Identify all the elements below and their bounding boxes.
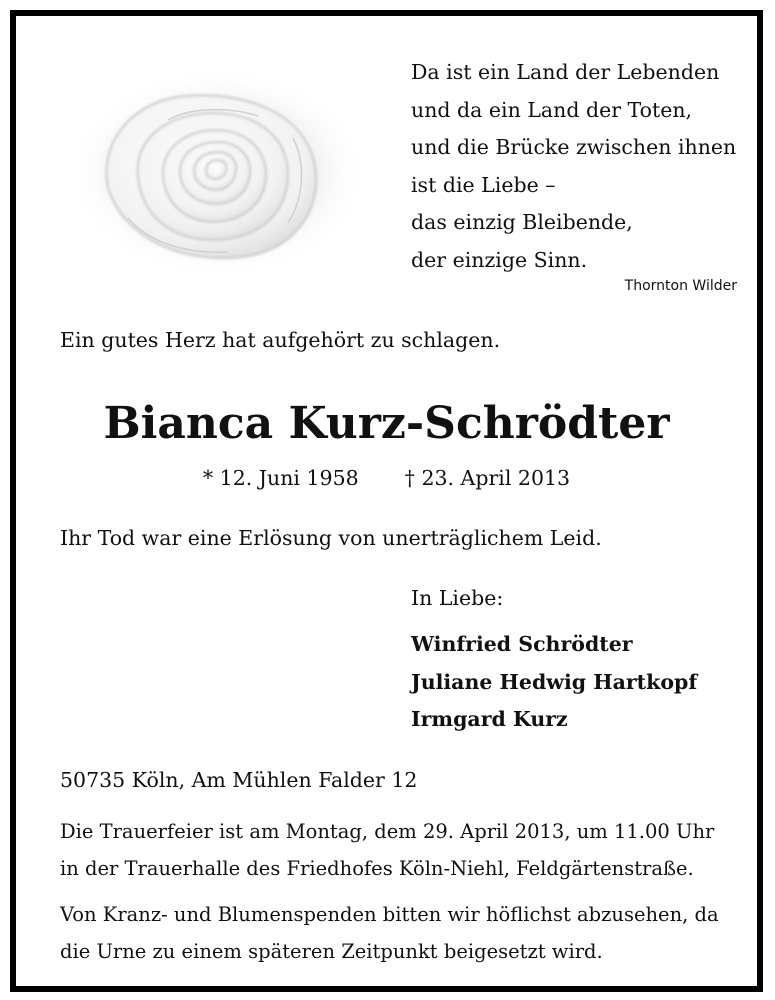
donation-line: die Urne zu einem späteren Zeitpunkt beigesetzt wird.	[60, 940, 603, 963]
address: 50735 Köln, Am Mühlen Falder 12	[60, 768, 418, 792]
poem-line: Da ist ein Land der Lebenden	[411, 60, 720, 84]
mourner-name: Winfried Schrödter	[411, 632, 633, 656]
death-date: † 23. April 2013	[404, 466, 571, 490]
poem-line: und da ein Land der Toten,	[411, 97, 693, 122]
donation-info	[60, 896, 719, 970]
poem-line: ist die Liebe –	[411, 172, 556, 197]
poem-line: der einzige Sinn.	[411, 247, 588, 272]
life-dates	[16, 466, 757, 490]
deceased-name: Bianca Kurz-Schrödter	[103, 398, 670, 449]
poem-line: das einzig Bleibende,	[411, 210, 633, 234]
love-label: In Liebe:	[411, 586, 504, 610]
birth-date: * 12. Juni 1958	[202, 466, 359, 490]
relief-text: Ihr Tod war eine Erlösung von unerträglichem Leid.	[60, 526, 602, 550]
ceremony-line: Die Trauerfeier ist am Montag, dem 29. April 2013, um 11.00 Uhr	[60, 820, 715, 843]
poem-author: Thornton Wilder	[624, 278, 737, 294]
mourner-name: Irmgard Kurz	[411, 707, 568, 731]
poem	[411, 54, 736, 279]
rose-icon	[68, 68, 368, 278]
mourners-list	[411, 626, 697, 739]
mourner-name: Juliane Hedwig Hartkopf	[411, 669, 698, 694]
ceremony-info	[60, 813, 714, 887]
obituary-frame	[10, 10, 763, 992]
intro-text: Ein gutes Herz hat aufgehört zu schlagen.	[60, 328, 501, 352]
poem-line: und die Brücke zwischen ihnen	[411, 135, 737, 159]
donation-line: Von Kranz- und Blumenspenden bitten wir höflichst abzusehen, da	[60, 903, 719, 926]
ceremony-line: in der Trauerhalle des Friedhofes Köln-Niehl, Feldgärtenstraße.	[60, 857, 694, 880]
